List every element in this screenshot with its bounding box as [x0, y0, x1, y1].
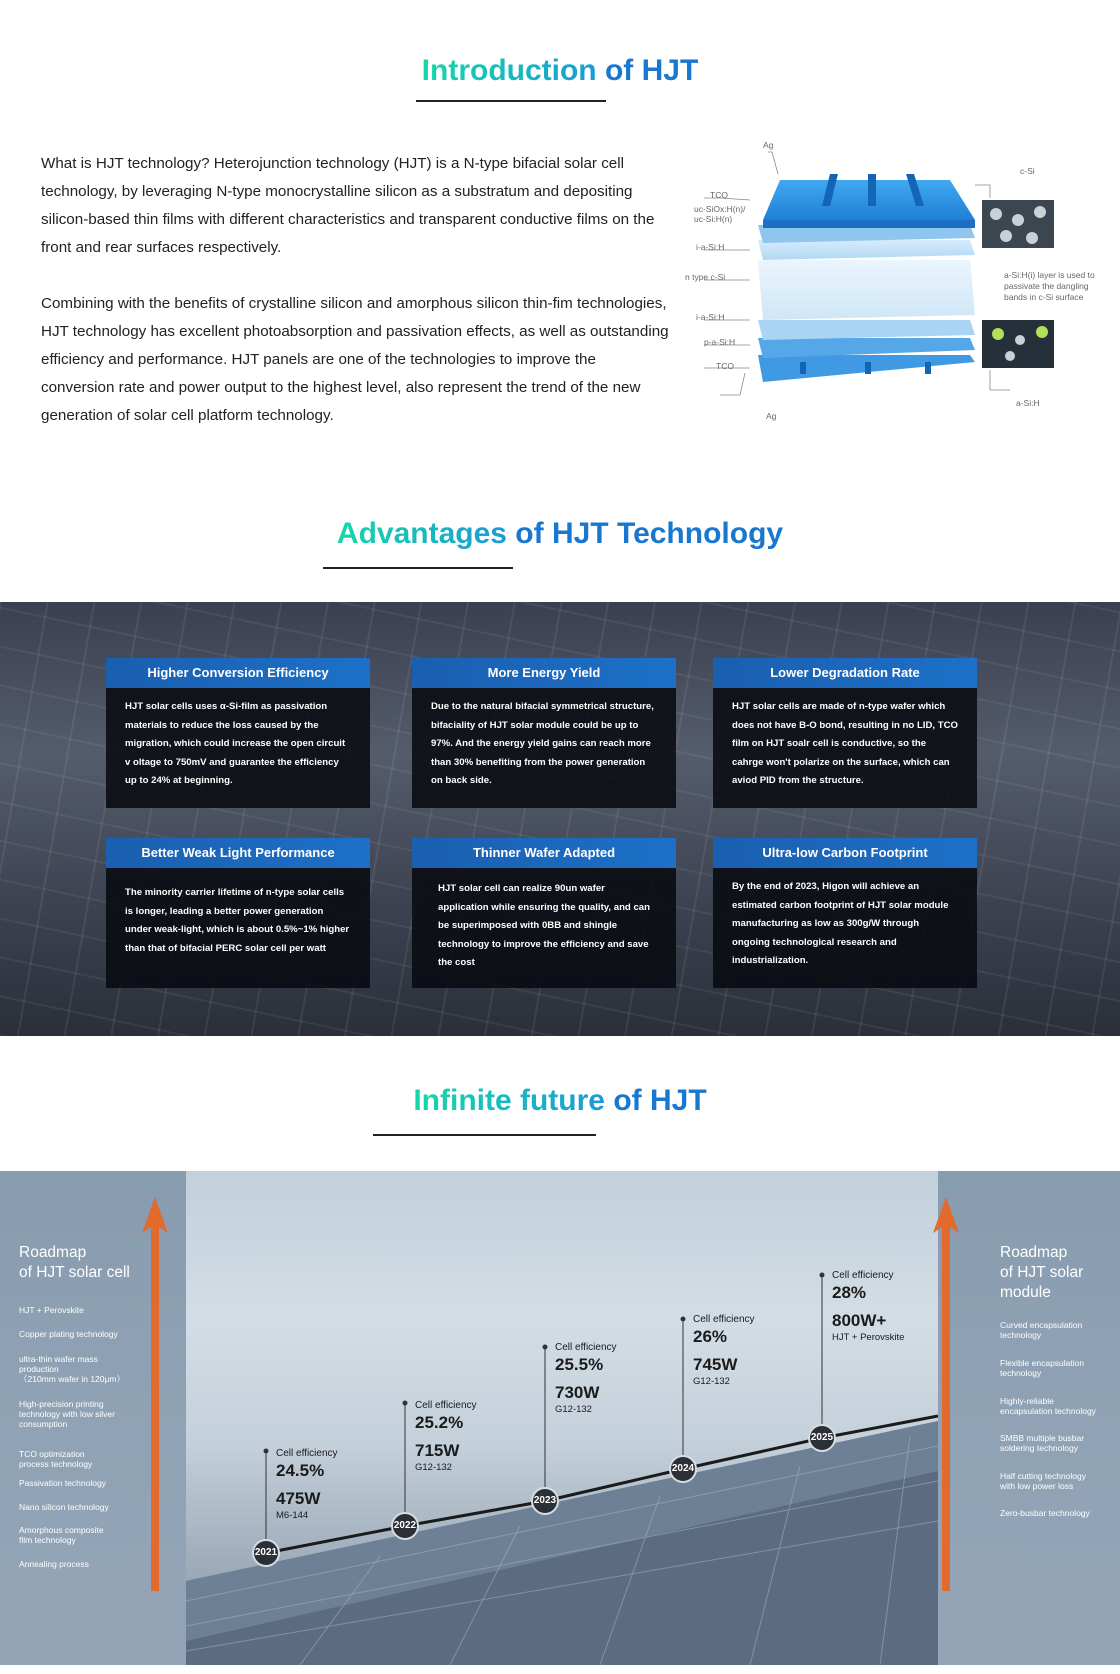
roadmap-item	[19, 1354, 125, 1384]
roadmap-item-line: Amorphous composite	[19, 1525, 104, 1535]
advantage-card-title: Better Weak Light Performance	[106, 838, 370, 868]
milestone-power: 475W	[276, 1489, 321, 1508]
module-roadmap-title-2: of HJT solar	[1000, 1264, 1084, 1281]
roadmap-item	[1000, 1471, 1086, 1491]
label-ag-bot: Ag	[766, 411, 777, 421]
advantages-title-underline	[323, 567, 513, 569]
advantage-card-title: More Energy Yield	[412, 658, 676, 688]
label-pas: p-a-Si:H	[704, 337, 736, 347]
advantage-card	[412, 838, 676, 988]
roadmap-item-line: Copper plating technology	[19, 1329, 118, 1339]
year-badge: 2022	[391, 1512, 419, 1540]
advantage-card-text: The minority carrier lifetime of n-type solar cells is longer, leading a better power generation under weak-light, which is about 0.5%~1% higher than that of bifacial PERC solar cell per watt	[125, 887, 350, 954]
intro-text	[41, 150, 669, 458]
milestone	[832, 1270, 904, 1343]
intro-title-underline	[416, 100, 606, 102]
advantage-card-text: HJT solar cells uses α-Si-film as passivation materials to reduce the loss caused by the migration, which could increase the open circuit v oltage to 750mV and guarantee the efficiency up to 24% at beginning.	[125, 701, 346, 787]
intro-title-solid: of HJT	[596, 54, 699, 87]
advantage-card	[713, 838, 977, 988]
advantages-panel	[0, 602, 1120, 1036]
advantages-title-solid: of HJT Technology	[506, 517, 784, 550]
advantage-card-title: Thinner Wafer Adapted	[412, 838, 676, 868]
cell-roadmap-title-1: Roadmap	[19, 1244, 87, 1261]
future-title-underline	[373, 1134, 596, 1136]
roadmap-item	[19, 1329, 118, 1339]
hjt-structure-diagram	[680, 140, 1110, 430]
roadmap-item-line: Nano silicon technology	[19, 1502, 109, 1512]
arrow-up-icon	[140, 1197, 170, 1591]
roadmap-item	[19, 1478, 106, 1488]
milestone-efficiency: 25.5%	[555, 1355, 604, 1374]
roadmap-item-line: technology with low silver	[19, 1409, 115, 1419]
label-tco-bot: TCO	[716, 361, 734, 371]
advantage-card-text: HJT solar cell can realize 90un wafer application while ensuring the quality, and can be superimposed with 0BB and shingle technology to improve the efficiency and save the cost	[438, 883, 650, 969]
milestone	[555, 1342, 617, 1415]
module-roadmap-title-1: Roadmap	[1000, 1244, 1068, 1261]
roadmap-item-line: with low power loss	[1000, 1481, 1074, 1491]
roadmap-item-line: production	[19, 1364, 59, 1374]
roadmap-item-line: HJT + Perovskite	[19, 1305, 84, 1315]
roadmap-item-line: technology	[1000, 1330, 1042, 1340]
advantages-title	[0, 517, 1120, 551]
roadmap-item	[19, 1305, 84, 1315]
cell-roadmap-title-2: of HJT solar cell	[19, 1264, 130, 1281]
milestone-power: 715W	[415, 1441, 460, 1460]
advantage-card-text: Due to the natural bifacial symmetrical structure, bifaciality of HJT solar module could be up to 97%. And the energy yield gains can reach more than 30% benefiting from the power generation on back side.	[431, 701, 654, 787]
milestone-label: Cell efficiency	[693, 1314, 755, 1325]
milestone-efficiency: 26%	[693, 1327, 728, 1346]
advantage-card-title: Higher Conversion Efficiency	[106, 658, 370, 688]
roadmap-item-line: Curved encapsulation	[1000, 1320, 1083, 1330]
milestone-power: 800W+	[832, 1311, 887, 1330]
year-badge: 2025	[808, 1424, 836, 1452]
arrow-up-icon	[931, 1197, 961, 1591]
label-ucsiox: uc-SiOx:H(n)/	[694, 204, 746, 214]
label-ias-bot: i-a-Si:H	[696, 312, 725, 322]
milestone-efficiency: 24.5%	[276, 1461, 325, 1480]
milestone-power: 745W	[693, 1355, 738, 1374]
roadmap-item	[1000, 1358, 1084, 1378]
advantage-card-text: By the end of 2023, Higon will achieve an estimated carbon footprint of HJT solar module manufacturing as low as 300g/W through ongoing technological research and industrialization.	[732, 881, 949, 967]
milestone-label: Cell efficiency	[415, 1400, 477, 1411]
future-title	[0, 1084, 1120, 1118]
roadmap-item-line: Annealing process	[19, 1559, 89, 1569]
advantage-card	[106, 658, 370, 808]
roadmap-item	[19, 1559, 89, 1569]
module-roadmap-title-3: module	[1000, 1284, 1051, 1301]
roadmap-item-line: Passivation technology	[19, 1478, 106, 1488]
label-asih: a-Si:H	[1016, 398, 1040, 408]
roadmap-item-line: TCO optimization	[19, 1449, 85, 1459]
milestone-format: HJT + Perovskite	[832, 1332, 905, 1343]
roadmap-item-line: SMBB multiple busbar	[1000, 1433, 1085, 1443]
milestone-power: 730W	[555, 1383, 600, 1402]
future-title-grad: Infinite future	[413, 1084, 605, 1117]
roadmap-item-line: film technology	[19, 1535, 76, 1545]
year-badge: 2021	[252, 1539, 280, 1567]
milestone-format: G12-132	[555, 1404, 592, 1415]
label-note-1: a-Si:H(i) layer is used to	[1004, 270, 1095, 280]
roadmap-item-line: process technology	[19, 1459, 93, 1469]
roadmap-item-line: consumption	[19, 1419, 68, 1429]
future-title-solid: of HJT	[604, 1084, 707, 1117]
roadmap-item	[19, 1525, 104, 1545]
advantages-title-grad: Advantages	[336, 517, 507, 550]
roadmap-item-line: High-precision printing	[19, 1399, 104, 1409]
roadmap-item-line: （210mm wafer in 120μm）	[19, 1374, 125, 1384]
roadmap-item-line: Half cutting technology	[1000, 1471, 1086, 1481]
milestone-label: Cell efficiency	[832, 1270, 894, 1281]
label-note-2: passivate the dangling	[1004, 281, 1089, 291]
intro-paragraph-2: Combining with the benefits of crystalline silicon and amorphous silicon thin-fim technologies, HJT technology has excellent photoabsorption and passivation effects, as well as outstanding efficiency and performance. HJT panels are one of the technologies to improve the conversion rate and power output to the highest level, also represent the trend of the new generation of solar cell platform technology.	[41, 295, 669, 424]
roadmap-item	[1000, 1433, 1084, 1453]
roadmap-item	[19, 1502, 109, 1512]
intro-paragraph-1: What is HJT technology? Heterojunction technology (HJT) is a N-type bifacial solar cell technology, by leveraging N-type monocrystalline silicon as a substratum and depositing silicon-based thin films with different characteristics and transparent conductive films on the front and rear surfaces respectively.	[41, 155, 655, 256]
label-ag-top: Ag	[763, 140, 774, 150]
milestone-format: G12-132	[693, 1376, 730, 1387]
year-badge: 2024	[669, 1455, 697, 1483]
roadmap-item-line: Flexible encapsulation	[1000, 1358, 1085, 1368]
label-tco-top: TCO	[710, 190, 728, 200]
advantage-card-title: Ultra-low Carbon Footprint	[713, 838, 977, 868]
intro-title-grad: Introduction	[421, 54, 597, 87]
label-csi: c-Si	[1020, 166, 1035, 176]
label-ias-top: i-a-Si:H	[696, 242, 725, 252]
milestone-label: Cell efficiency	[276, 1448, 338, 1459]
roadmap-item	[1000, 1396, 1096, 1416]
label-ntype: n type c-Si	[685, 272, 726, 282]
roadmap-item	[19, 1399, 115, 1429]
milestone-format: G12-132	[415, 1462, 452, 1473]
milestone-efficiency: 28%	[832, 1283, 867, 1302]
cell-roadmap-sidebar	[0, 1171, 186, 1665]
advantage-card	[713, 658, 977, 808]
milestone	[693, 1314, 755, 1387]
roadmap-item	[1000, 1508, 1090, 1518]
roadmap-item-line: Highly-reliable	[1000, 1396, 1054, 1406]
roadmap-item-line: Zero-busbar technology	[1000, 1508, 1090, 1518]
module-roadmap-sidebar	[938, 1171, 1120, 1665]
roadmap-item-line: soldering technology	[1000, 1443, 1078, 1453]
roadmap-item-line: technology	[1000, 1368, 1042, 1378]
roadmap-item	[19, 1449, 92, 1469]
roadmap-item-line: ultra-thin wafer mass	[19, 1354, 98, 1364]
roadmap-item	[1000, 1320, 1082, 1340]
milestone-efficiency: 25.2%	[415, 1413, 464, 1432]
milestone-label: Cell efficiency	[555, 1342, 617, 1353]
label-note-3: bands in c-Si surface	[1004, 292, 1084, 302]
milestone	[415, 1400, 477, 1473]
intro-title	[0, 54, 1120, 88]
advantage-card-title: Lower Degradation Rate	[713, 658, 977, 688]
advantage-card	[106, 838, 370, 988]
milestone	[276, 1448, 338, 1521]
advantage-card	[412, 658, 676, 808]
roadmap-item-line: encapsulation technology	[1000, 1406, 1096, 1416]
milestone-format: M6-144	[276, 1510, 309, 1521]
advantage-card-text: HJT solar cells are made of n-type wafer which does not have B-O bond, resulting in no LID, TCO film on HJT soalr cell is conductive, so the cahrge won't polarize on the surface, which can aviod PID from the structure.	[732, 701, 958, 787]
roadmap-panel	[0, 1171, 1120, 1665]
label-ucsi: uc-Si:H(n)	[694, 214, 733, 224]
year-badge: 2023	[531, 1487, 559, 1515]
